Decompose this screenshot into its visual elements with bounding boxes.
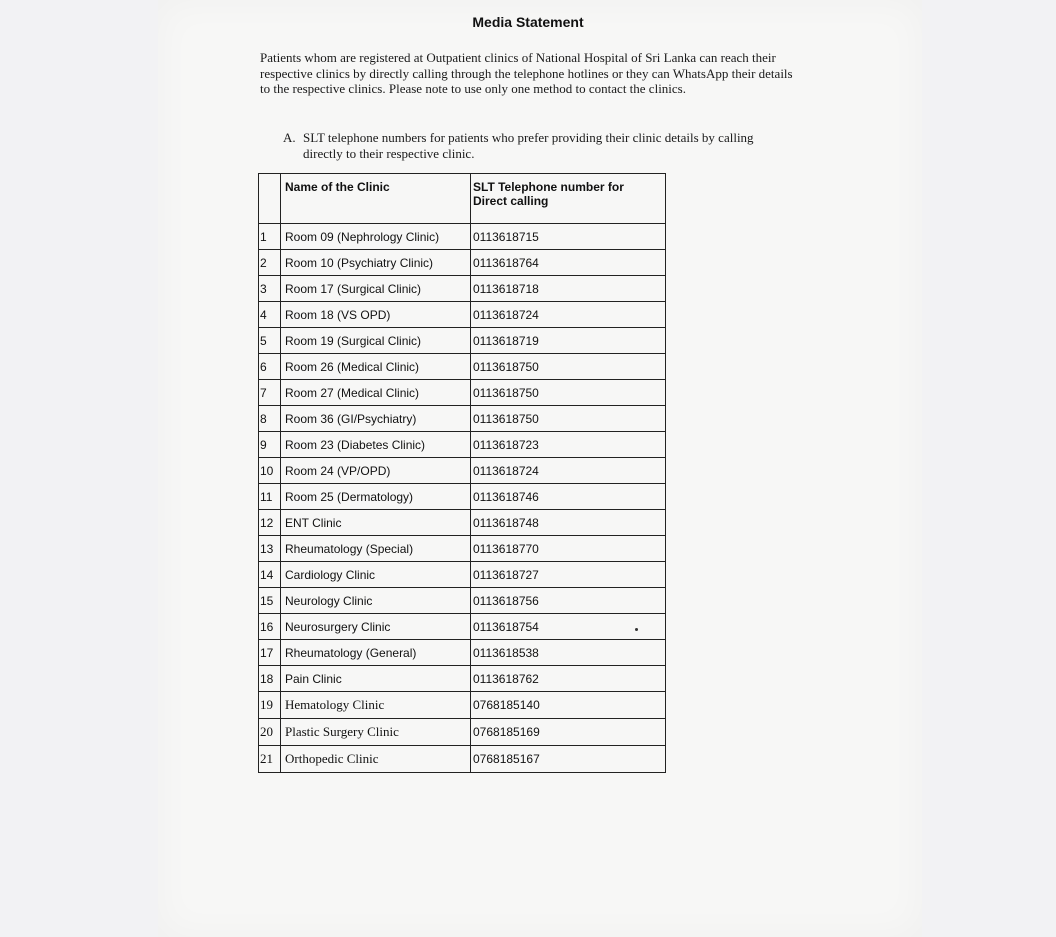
clinic-name: Rheumatology (General) [281, 640, 471, 666]
section-text: SLT telephone numbers for patients who prefer providing their clinic details by calling directly to their respective clinic. [303, 130, 754, 161]
clinic-name: ENT Clinic [281, 510, 471, 536]
table-row [259, 746, 666, 773]
table-header-row [259, 174, 666, 224]
row-number: 2 [259, 250, 281, 276]
row-number: 19 [259, 692, 281, 719]
phone-number: 0768185167 [471, 746, 666, 773]
section-marker: A. [283, 130, 296, 145]
clinic-phone-table [258, 173, 666, 773]
phone-number: 0113618750 [471, 354, 666, 380]
row-number: 18 [259, 666, 281, 692]
intro-paragraph: Patients whom are registered at Outpatient clinics of National Hospital of Sri Lanka can reach their respective clinics by directly calling through the telephone hotlines or they can WhatsApp their details to the respective clinics. Please note to use only one method to contact the clinics. [260, 50, 793, 96]
clinic-name: Plastic Surgery Clinic [281, 719, 471, 746]
phone-number: 0113618762 [471, 666, 666, 692]
clinic-name: Neurosurgery Clinic [281, 614, 471, 640]
table-row [259, 224, 666, 250]
table-row [259, 302, 666, 328]
phone-number: 0113618748 [471, 510, 666, 536]
phone-number: 0768185140 [471, 692, 666, 719]
phone-number: 0113618770 [471, 536, 666, 562]
table-row [259, 406, 666, 432]
table-row [259, 692, 666, 719]
clinic-name: Rheumatology (Special) [281, 536, 471, 562]
section-a [283, 130, 773, 161]
clinic-name: Room 19 (Surgical Clinic) [281, 328, 471, 354]
clinic-name: Room 25 (Dermatology) [281, 484, 471, 510]
table-row [259, 536, 666, 562]
clinic-name: Room 27 (Medical Clinic) [281, 380, 471, 406]
clinic-name: Room 10 (Psychiatry Clinic) [281, 250, 471, 276]
clinic-name: Orthopedic Clinic [281, 746, 471, 773]
row-number: 11 [259, 484, 281, 510]
table-row [259, 354, 666, 380]
table-row [259, 510, 666, 536]
table-row [259, 250, 666, 276]
phone-number: 0113618764 [471, 250, 666, 276]
phone-number: 0113618754 [471, 614, 666, 640]
clinic-name: Pain Clinic [281, 666, 471, 692]
phone-number: 0113618750 [471, 380, 666, 406]
table-row [259, 666, 666, 692]
table-body [259, 224, 666, 773]
row-number: 9 [259, 432, 281, 458]
phone-number: 0113618719 [471, 328, 666, 354]
clinic-name: Hematology Clinic [281, 692, 471, 719]
phone-number: 0113618715 [471, 224, 666, 250]
phone-number: 0113618746 [471, 484, 666, 510]
table-row [259, 328, 666, 354]
clinic-name: Room 18 (VS OPD) [281, 302, 471, 328]
row-number: 15 [259, 588, 281, 614]
clinic-name: Room 36 (GI/Psychiatry) [281, 406, 471, 432]
row-number: 16 [259, 614, 281, 640]
header-phone: SLT Telephone number for Direct calling [471, 174, 666, 224]
clinic-name: Cardiology Clinic [281, 562, 471, 588]
row-number: 5 [259, 328, 281, 354]
row-number: 21 [259, 746, 281, 773]
clinic-name: Room 26 (Medical Clinic) [281, 354, 471, 380]
phone-number: 0113618724 [471, 458, 666, 484]
phone-number: 0113618538 [471, 640, 666, 666]
phone-number: 0113618727 [471, 562, 666, 588]
phone-number: 0768185169 [471, 719, 666, 746]
table-row [259, 432, 666, 458]
row-number: 10 [259, 458, 281, 484]
table-row [259, 484, 666, 510]
clinic-name: Room 17 (Surgical Clinic) [281, 276, 471, 302]
row-number: 4 [259, 302, 281, 328]
table-row [259, 614, 666, 640]
table-row [259, 588, 666, 614]
row-number: 13 [259, 536, 281, 562]
header-clinic-name: Name of the Clinic [281, 174, 471, 224]
row-number: 14 [259, 562, 281, 588]
phone-number: 0113618724 [471, 302, 666, 328]
table-row [259, 640, 666, 666]
clinic-name: Room 23 (Diabetes Clinic) [281, 432, 471, 458]
phone-number: 0113618756 [471, 588, 666, 614]
clinic-name: Room 24 (VP/OPD) [281, 458, 471, 484]
row-number: 1 [259, 224, 281, 250]
table-row [259, 380, 666, 406]
row-number: 8 [259, 406, 281, 432]
document-title: Media Statement [472, 14, 584, 30]
row-number: 20 [259, 719, 281, 746]
table-row [259, 719, 666, 746]
speck-mark [635, 628, 638, 631]
row-number: 12 [259, 510, 281, 536]
row-number: 6 [259, 354, 281, 380]
phone-number: 0113618750 [471, 406, 666, 432]
row-number: 3 [259, 276, 281, 302]
phone-number: 0113618723 [471, 432, 666, 458]
table-row [259, 276, 666, 302]
header-number [259, 174, 281, 224]
row-number: 17 [259, 640, 281, 666]
table-row [259, 458, 666, 484]
row-number: 7 [259, 380, 281, 406]
clinic-name: Room 09 (Nephrology Clinic) [281, 224, 471, 250]
phone-number: 0113618718 [471, 276, 666, 302]
table-row [259, 562, 666, 588]
clinic-name: Neurology Clinic [281, 588, 471, 614]
